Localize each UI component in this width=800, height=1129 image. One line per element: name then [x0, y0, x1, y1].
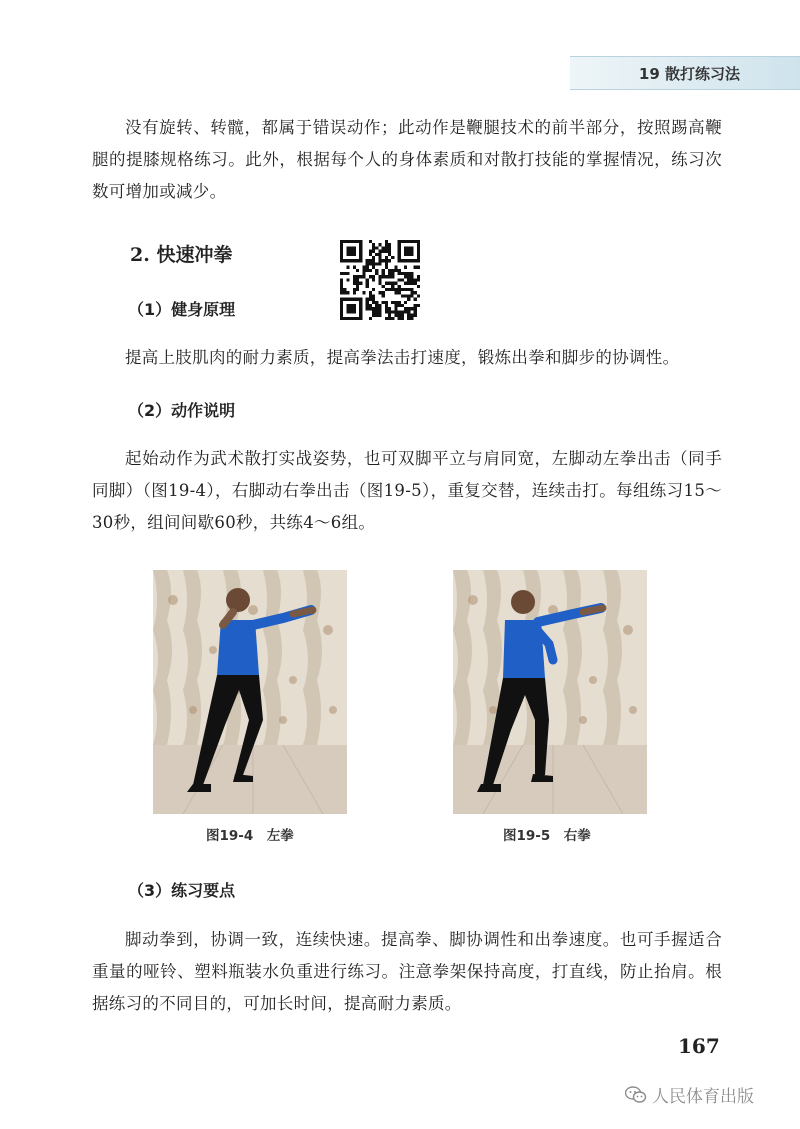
- paragraph-intro: 没有旋转、转髋，都属于错误动作；此动作是鞭腿技术的前半部分，按照踢高鞭腿的提膝规格练习。此外，根据每个人的身体素质和对散打技能的掌握情况，练习次数可增加或减少。: [92, 118, 722, 201]
- wechat-icon: [625, 1086, 647, 1104]
- figure-right-punch-photo: [453, 570, 647, 814]
- section-heading: 2. 快速冲拳: [130, 244, 233, 266]
- chapter-title: 19 散打练习法: [638, 65, 740, 83]
- chapter-header: [570, 56, 800, 90]
- page-number: 167: [678, 1034, 720, 1058]
- qr-code[interactable]: [340, 240, 420, 320]
- subheading-key-points: （3）练习要点: [128, 881, 236, 900]
- paragraph-description: 起始动作为武术散打实战姿势，也可双脚平立与肩同宽，左脚动左拳出击（同手同脚）（图19-4），右脚动右拳出击（图19-5），重复交替，连续击打。每组练习15～30秒，组间间歇60秒，共练4～6组。: [92, 449, 722, 532]
- watermark: [625, 1082, 754, 1107]
- subheading-description: （2）动作说明: [128, 401, 236, 420]
- subheading-principle: （1）健身原理: [128, 300, 236, 319]
- watermark-text: 人民体育出版: [652, 1087, 754, 1107]
- paragraph-key-points: 脚动拳到，协调一致，连续快速。提高拳、脚协调性和出拳速度。也可手握适合重量的哑铃、塑料瓶装水负重进行练习。注意拳架保持高度，打直线，防止抬肩。根据练习的不同目的，可加长时间，提高耐力素质。: [92, 930, 722, 1013]
- figure-caption-right: 图19-5 右拳: [503, 828, 591, 844]
- figure-left-punch-photo: [153, 570, 347, 814]
- paragraph-principle: 提高上肢肌肉的耐力素质，提高拳法击打速度，锻炼出拳和脚步的协调性。: [125, 348, 680, 367]
- figure-caption-left: 图19-4 左拳: [206, 828, 294, 844]
